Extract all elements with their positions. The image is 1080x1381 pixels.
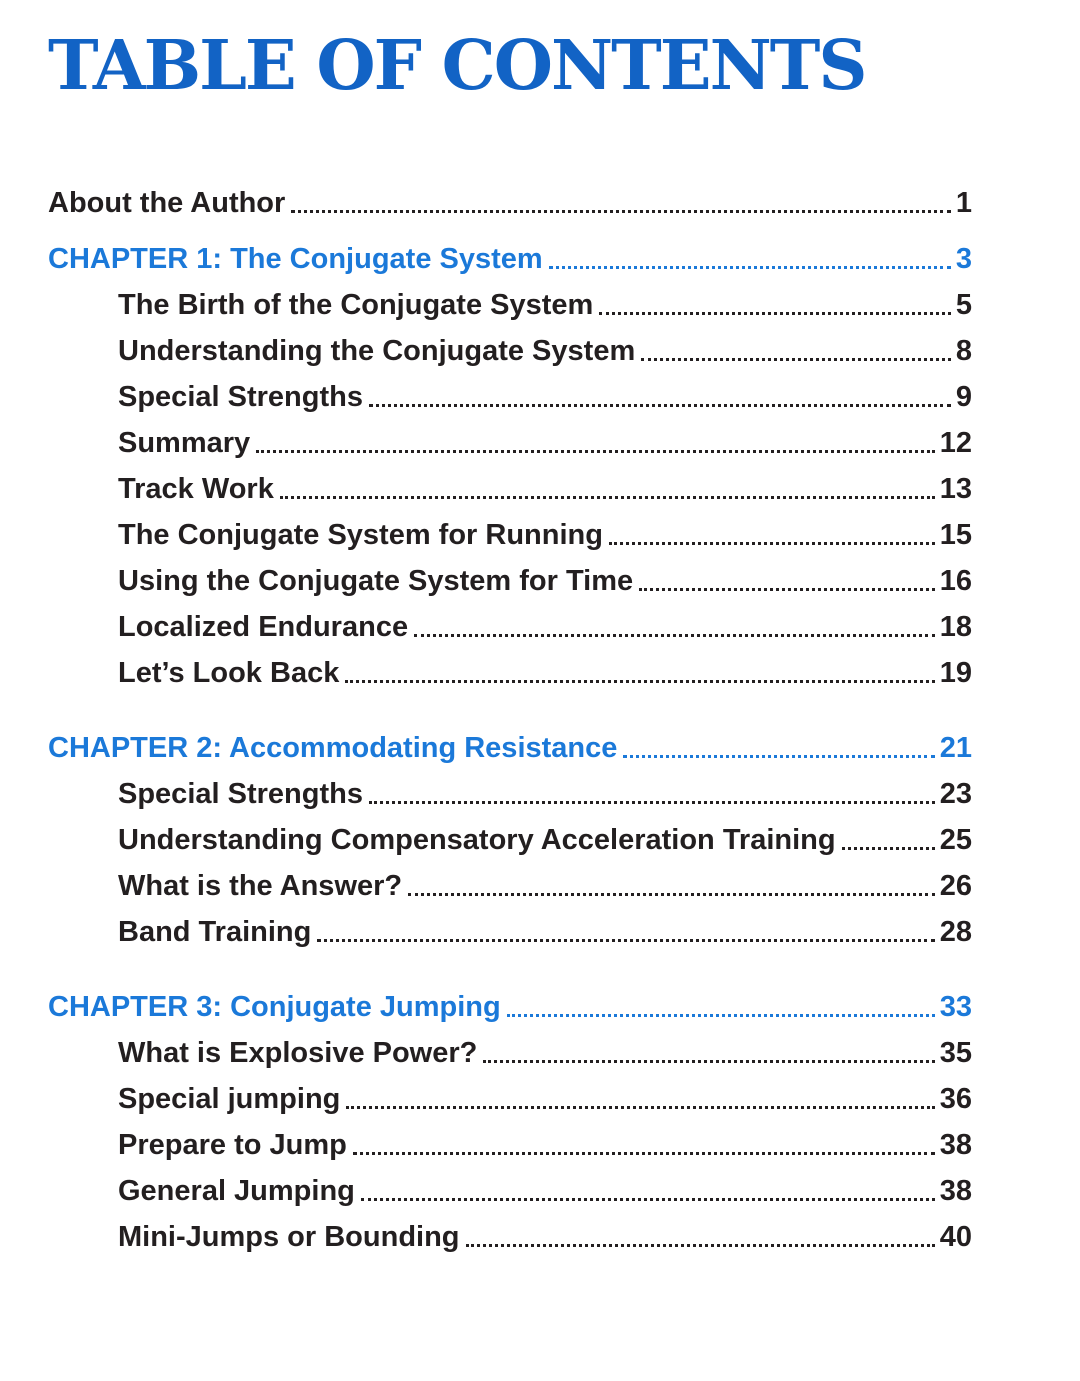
toc-entry-page: 9 [955, 381, 972, 413]
toc-entry-label: Understanding Compensatory Acceleration Training [118, 824, 836, 856]
dot-leader [623, 755, 934, 758]
dot-leader [369, 801, 935, 804]
toc-entry-label: Summary [118, 427, 251, 459]
dot-leader [280, 496, 935, 499]
toc-entry-page: 38 [939, 1175, 972, 1207]
toc-entry-page: 8 [955, 335, 972, 367]
dot-leader [317, 939, 934, 942]
toc-entry [48, 1118, 972, 1164]
dot-leader [369, 404, 951, 407]
toc-entry-page: 36 [939, 1083, 972, 1115]
toc-entry-label: Band Training [118, 916, 312, 948]
dot-leader [549, 266, 951, 269]
toc-entry [48, 905, 972, 951]
toc-entry-label: Special Strengths [118, 778, 363, 810]
toc-entry [48, 176, 972, 222]
toc-entry [48, 462, 972, 508]
toc-entry-label: Prepare to Jump [118, 1129, 347, 1161]
dot-leader [842, 847, 935, 850]
toc-entry-page: 38 [939, 1129, 972, 1161]
toc-entry-label: What is the Answer? [118, 870, 403, 902]
dot-leader [609, 542, 935, 545]
toc-entry-label: Track Work [118, 473, 274, 505]
toc-entry-chapter [48, 980, 972, 1026]
dot-leader [291, 210, 951, 213]
dot-leader [256, 450, 935, 453]
toc-entry-page: 12 [939, 427, 972, 459]
toc-entry [48, 1026, 972, 1072]
toc-entry [48, 416, 972, 462]
toc-entry-page: 15 [939, 519, 972, 551]
toc-entry-label: The Conjugate System for Running [118, 519, 603, 551]
toc-entry [48, 554, 972, 600]
toc-entry-label: About the Author [48, 187, 286, 219]
toc-entry-label: Special jumping [118, 1083, 341, 1115]
toc-entry-page: 21 [939, 732, 972, 764]
toc-entry-page: 1 [955, 187, 972, 219]
toc-entry-chapter [48, 721, 972, 767]
toc-entry-label: The Birth of the Conjugate System [118, 289, 594, 321]
toc-entry [48, 813, 972, 859]
toc-entry-label: Using the Conjugate System for Time [118, 565, 634, 597]
toc-entry [48, 600, 972, 646]
toc-entry-page: 23 [939, 778, 972, 810]
dot-leader [353, 1152, 935, 1155]
toc-entry-page: 18 [939, 611, 972, 643]
toc-entry-page: 33 [939, 991, 972, 1023]
toc-entry-page: 35 [939, 1037, 972, 1069]
toc-entry [48, 278, 972, 324]
toc-entry [48, 1072, 972, 1118]
toc-entry [48, 1164, 972, 1210]
toc-entry-label: General Jumping [118, 1175, 355, 1207]
toc-entry [48, 324, 972, 370]
toc-entry-chapter [48, 232, 972, 278]
toc-entry-page: 40 [939, 1221, 972, 1253]
dot-leader [466, 1244, 935, 1247]
toc-entry-label: Understanding the Conjugate System [118, 335, 636, 367]
toc-entry [48, 508, 972, 554]
dot-leader [361, 1198, 935, 1201]
dot-leader [641, 358, 951, 361]
dot-leader [408, 893, 935, 896]
toc-entry-page: 26 [939, 870, 972, 902]
dot-leader [345, 680, 934, 683]
toc-entry-page: 13 [939, 473, 972, 505]
toc-entry-label: What is Explosive Power? [118, 1037, 478, 1069]
toc-entry-page: 19 [939, 657, 972, 689]
dot-leader [414, 634, 935, 637]
dot-leader [599, 312, 951, 315]
toc-entry-label: Let’s Look Back [118, 657, 340, 689]
toc-list [48, 176, 972, 1256]
dot-leader [483, 1060, 934, 1063]
toc-entry [48, 646, 972, 692]
toc-entry-label: CHAPTER 2: Accommodating Resistance [48, 732, 618, 764]
toc-entry-page: 16 [939, 565, 972, 597]
toc-entry [48, 859, 972, 905]
toc-entry-label: Localized Endurance [118, 611, 409, 643]
toc-entry-page: 28 [939, 916, 972, 948]
toc-entry [48, 767, 972, 813]
toc-entry [48, 370, 972, 416]
dot-leader [507, 1014, 935, 1017]
toc-entry-page: 25 [939, 824, 972, 856]
page-title: TABLE OF CONTENTS [48, 26, 866, 106]
toc-entry-label: Mini-Jumps or Bounding [118, 1221, 460, 1253]
dot-leader [639, 588, 935, 591]
dot-leader [346, 1106, 934, 1109]
toc-entry-page: 5 [955, 289, 972, 321]
toc-entry-label: CHAPTER 1: The Conjugate System [48, 243, 543, 275]
toc-entry-label: Special Strengths [118, 381, 363, 413]
toc-entry-label: CHAPTER 3: Conjugate Jumping [48, 991, 501, 1023]
toc-entry [48, 1210, 972, 1256]
toc-entry-page: 3 [955, 243, 972, 275]
